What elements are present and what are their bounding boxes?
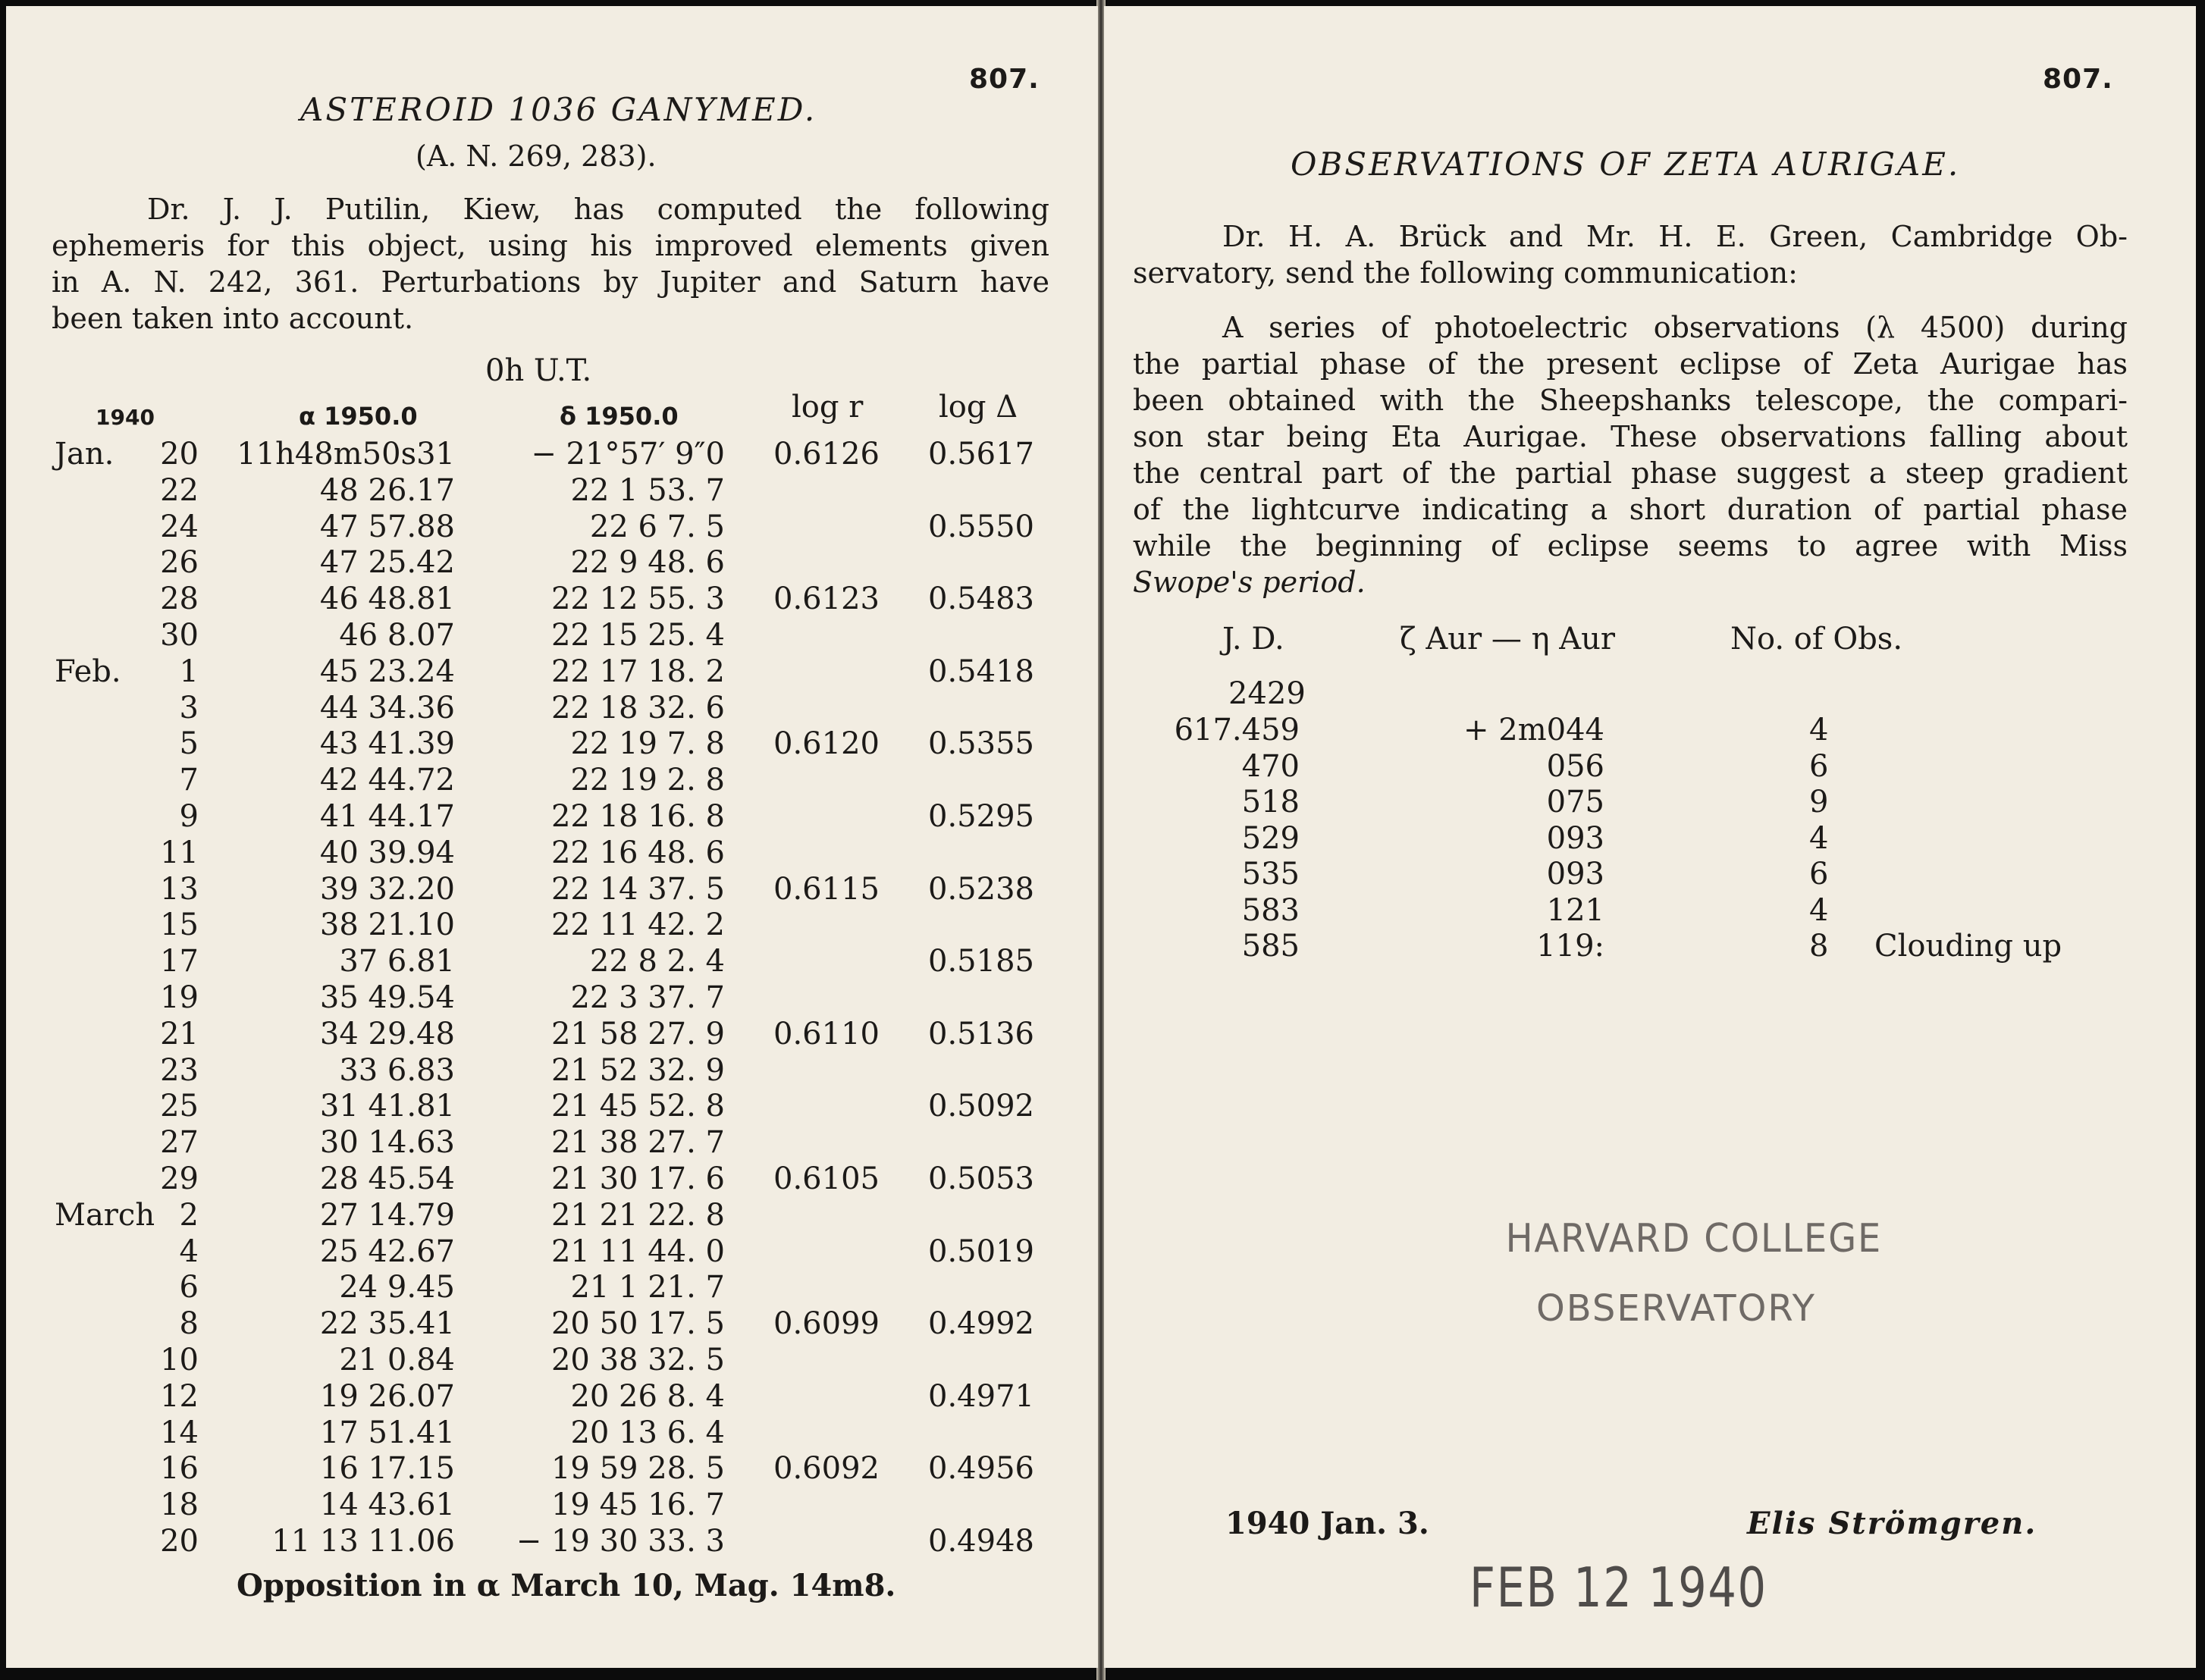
body-line: been obtained with the Sheepshanks telescope, the compari- bbox=[1133, 384, 2128, 417]
library-stamp-line2: OBSERVATORY bbox=[1536, 1287, 1816, 1330]
dec-cell: 19 59 28. 5 bbox=[550, 1451, 725, 1487]
table-row bbox=[6, 509, 1098, 545]
day-cell: 15 bbox=[160, 907, 199, 943]
day-cell: 20 bbox=[160, 1524, 199, 1559]
nobs-cell: 8 bbox=[1809, 929, 1829, 964]
ra-cell: 43 41.39 bbox=[319, 726, 455, 762]
jd-cell: 535 bbox=[1241, 857, 1300, 892]
table-row bbox=[6, 1198, 1098, 1233]
ra-cell: 21 0.84 bbox=[339, 1343, 455, 1378]
right-page bbox=[1104, 6, 2196, 1668]
nobs-header: No. of Obs. bbox=[1730, 622, 1903, 657]
day-cell: 8 bbox=[179, 1306, 199, 1342]
log-delta-cell: 0.5092 bbox=[928, 1089, 1034, 1124]
log-delta-cell: 0.5238 bbox=[928, 871, 1034, 907]
jd-prefix: 2429 bbox=[1228, 676, 1306, 711]
ra-cell: 41 44.17 bbox=[319, 799, 455, 834]
page-number: 807. bbox=[2043, 64, 2113, 95]
body-line: of the lightcurve indicating a short duration of partial phase bbox=[1133, 493, 2128, 526]
library-stamp-line1: HARVARD COLLEGE bbox=[1505, 1216, 1883, 1262]
table-row bbox=[6, 1270, 1098, 1305]
table-row bbox=[6, 545, 1098, 581]
log-delta-cell: 0.5136 bbox=[928, 1016, 1034, 1052]
ra-cell: 25 42.67 bbox=[319, 1233, 455, 1269]
ra-cell: 28 45.54 bbox=[319, 1161, 455, 1196]
log-r-cell: 0.6099 bbox=[773, 1306, 880, 1342]
table-row bbox=[6, 1524, 1098, 1559]
dec-cell: 21 45 52. 8 bbox=[550, 1089, 725, 1124]
log-delta-cell: 0.5418 bbox=[928, 654, 1034, 689]
day-cell: 2 bbox=[179, 1197, 199, 1233]
log-r-cell: 0.6120 bbox=[773, 726, 880, 762]
diff-cell: 056 bbox=[1546, 748, 1604, 784]
ra-cell: 37 6.81 bbox=[339, 944, 455, 979]
intro-line: Dr. J. J. Putilin, Kiew, has computed the following bbox=[147, 193, 1049, 226]
table-row bbox=[1104, 713, 2196, 748]
ra-cell: 39 32.20 bbox=[319, 871, 455, 907]
day-cell: 28 bbox=[160, 581, 199, 617]
dec-cell: 20 26 8. 4 bbox=[570, 1378, 725, 1414]
dec-cell: 22 12 55. 3 bbox=[550, 581, 725, 617]
dec-cell: 21 52 32. 9 bbox=[550, 1052, 725, 1088]
table-row bbox=[6, 1089, 1098, 1124]
table-row bbox=[1104, 785, 2196, 820]
intro-line: Dr. H. A. Brück and Mr. H. E. Green, Cambridge Ob- bbox=[1222, 220, 2128, 253]
year-header: 1940 bbox=[96, 405, 155, 430]
day-cell: 13 bbox=[160, 871, 199, 907]
diff-header: ζ Aur — η Aur bbox=[1400, 622, 1616, 657]
table-row bbox=[6, 726, 1098, 762]
day-cell: 24 bbox=[160, 509, 199, 544]
table-row bbox=[6, 654, 1098, 690]
log-delta-cell: 0.5483 bbox=[928, 581, 1034, 617]
log-delta-header: log Δ bbox=[939, 390, 1018, 425]
table-row bbox=[1104, 749, 2196, 785]
table-row bbox=[6, 1306, 1098, 1342]
day-cell: 12 bbox=[160, 1378, 199, 1414]
nobs-cell: 4 bbox=[1809, 713, 1829, 748]
dec-cell: 22 17 18. 2 bbox=[550, 654, 725, 689]
day-cell: 25 bbox=[160, 1089, 199, 1124]
ra-cell: 48 26.17 bbox=[319, 472, 455, 508]
dec-cell: 20 13 6. 4 bbox=[570, 1415, 725, 1450]
ra-cell: 38 21.10 bbox=[319, 907, 455, 943]
table-row bbox=[6, 581, 1098, 617]
time-header: 0h U.T. bbox=[485, 353, 592, 388]
table-row bbox=[6, 980, 1098, 1016]
dec-cell: 22 9 48. 6 bbox=[570, 545, 725, 581]
table-row bbox=[6, 691, 1098, 726]
table-row bbox=[6, 907, 1098, 943]
dec-cell: 22 19 2. 8 bbox=[570, 763, 725, 798]
table-row bbox=[6, 1125, 1098, 1161]
ra-cell: 33 6.83 bbox=[339, 1052, 455, 1088]
day-cell: 1 bbox=[179, 654, 199, 689]
table-row bbox=[1104, 929, 2196, 964]
month-cell: March bbox=[55, 1197, 155, 1233]
table-row bbox=[6, 618, 1098, 654]
day-cell: 23 bbox=[160, 1052, 199, 1088]
jd-cell: 617.459 bbox=[1174, 713, 1300, 748]
dec-cell: 22 3 37. 7 bbox=[570, 980, 725, 1015]
dec-cell: − 21°57′ 9″0 bbox=[531, 437, 725, 472]
diff-cell: + 2m044 bbox=[1463, 713, 1604, 748]
alpha-header: α 1950.0 bbox=[299, 402, 418, 431]
intro-line: ephemeris for this object, using his improved elements given bbox=[52, 229, 1049, 262]
dec-cell: 21 1 21. 7 bbox=[570, 1270, 725, 1305]
day-cell: 6 bbox=[179, 1270, 199, 1305]
table-row bbox=[6, 473, 1098, 509]
log-r-cell: 0.6110 bbox=[773, 1016, 880, 1052]
log-delta-cell: 0.5617 bbox=[928, 437, 1034, 472]
month-cell: Jan. bbox=[55, 437, 114, 472]
body-line: while the beginning of eclipse seems to agree with Miss bbox=[1133, 529, 2128, 563]
month-cell: Feb. bbox=[55, 654, 121, 689]
ra-cell: 16 17.15 bbox=[319, 1451, 455, 1487]
dec-cell: 21 21 22. 8 bbox=[550, 1197, 725, 1233]
dec-cell: − 19 30 33. 3 bbox=[516, 1524, 725, 1559]
log-r-header: log r bbox=[792, 390, 864, 425]
day-cell: 9 bbox=[179, 799, 199, 834]
note-cell: Clouding up bbox=[1874, 929, 2062, 964]
jd-cell: 518 bbox=[1241, 785, 1300, 820]
dateline: 1940 Jan. 3. bbox=[1225, 1506, 1429, 1541]
ra-cell: 30 14.63 bbox=[319, 1125, 455, 1161]
dec-cell: 20 38 32. 5 bbox=[550, 1343, 725, 1378]
ra-cell: 44 34.36 bbox=[319, 690, 455, 726]
day-cell: 17 bbox=[160, 944, 199, 979]
nobs-cell: 9 bbox=[1809, 785, 1829, 820]
day-cell: 14 bbox=[160, 1415, 199, 1450]
table-row bbox=[6, 835, 1098, 871]
reference: (A. N. 269, 283). bbox=[416, 139, 657, 173]
day-cell: 22 bbox=[160, 472, 199, 508]
table-row bbox=[6, 1234, 1098, 1270]
diff-cell: 093 bbox=[1546, 820, 1604, 856]
dec-cell: 22 11 42. 2 bbox=[550, 907, 725, 943]
dec-cell: 21 58 27. 9 bbox=[550, 1016, 725, 1052]
table-row bbox=[6, 437, 1098, 472]
day-cell: 3 bbox=[179, 690, 199, 726]
ra-cell: 46 8.07 bbox=[339, 618, 455, 653]
log-delta-cell: 0.5550 bbox=[928, 509, 1034, 544]
diff-cell: 121 bbox=[1546, 892, 1604, 928]
day-cell: 11 bbox=[160, 835, 199, 870]
table-row bbox=[6, 763, 1098, 798]
dec-cell: 22 6 7. 5 bbox=[589, 509, 725, 544]
ra-cell: 34 29.48 bbox=[319, 1016, 455, 1052]
log-delta-cell: 0.4956 bbox=[928, 1451, 1034, 1487]
ra-cell: 35 49.54 bbox=[319, 980, 455, 1015]
dec-cell: 22 15 25. 4 bbox=[550, 618, 725, 653]
intro-paragraph bbox=[52, 191, 1049, 337]
dec-cell: 21 38 27. 7 bbox=[550, 1125, 725, 1161]
body-line: the partial phase of the present eclipse of Zeta Aurigae has bbox=[1133, 347, 2128, 381]
intro-line: servatory, send the following communication: bbox=[1133, 256, 1798, 290]
ra-cell: 47 57.88 bbox=[319, 509, 455, 544]
diff-cell: 119: bbox=[1536, 929, 1604, 964]
table-row bbox=[6, 1487, 1098, 1523]
dec-cell: 19 45 16. 7 bbox=[550, 1487, 725, 1523]
diff-cell: 093 bbox=[1546, 857, 1604, 892]
ra-cell: 42 44.72 bbox=[319, 763, 455, 798]
signature: Elis Strömgren. bbox=[1747, 1506, 2037, 1541]
ra-cell: 40 39.94 bbox=[319, 835, 455, 870]
table-row bbox=[6, 1343, 1098, 1378]
day-cell: 5 bbox=[179, 726, 199, 762]
log-r-cell: 0.6123 bbox=[773, 581, 880, 617]
dec-cell: 22 18 16. 8 bbox=[550, 799, 725, 834]
ra-cell: 22 35.41 bbox=[319, 1306, 455, 1342]
dec-cell: 22 1 53. 7 bbox=[570, 472, 725, 508]
opposition-note: Opposition in α March 10, Mag. 14m8. bbox=[237, 1568, 896, 1603]
log-delta-cell: 0.5185 bbox=[928, 944, 1034, 979]
day-cell: 7 bbox=[179, 763, 199, 798]
table-row bbox=[1104, 893, 2196, 929]
table-row bbox=[6, 799, 1098, 835]
nobs-cell: 6 bbox=[1809, 748, 1829, 784]
log-r-cell: 0.6105 bbox=[773, 1161, 880, 1196]
body-line: son star being Eta Aurigae. These observations falling about bbox=[1133, 420, 2128, 453]
received-date-stamp: FEB 12 1940 bbox=[1469, 1556, 1767, 1619]
dec-cell: 22 19 7. 8 bbox=[570, 726, 725, 762]
dec-cell: 22 8 2. 4 bbox=[589, 944, 725, 979]
day-cell: 18 bbox=[160, 1487, 199, 1523]
diff-cell: 075 bbox=[1546, 785, 1604, 820]
table-row bbox=[6, 1415, 1098, 1451]
log-r-cell: 0.6092 bbox=[773, 1451, 880, 1487]
ra-cell: 46 48.81 bbox=[319, 581, 455, 617]
log-delta-cell: 0.5355 bbox=[928, 726, 1034, 762]
ra-cell: 11 13 11.06 bbox=[271, 1524, 455, 1559]
article-title: OBSERVATIONS OF ZETA AURIGAE. bbox=[1291, 146, 1961, 183]
log-delta-cell: 0.4971 bbox=[928, 1378, 1034, 1414]
page-number: 807. bbox=[969, 64, 1040, 95]
body-paragraph bbox=[1133, 309, 2128, 600]
dec-cell: 22 16 48. 6 bbox=[550, 835, 725, 870]
ra-cell: 31 41.81 bbox=[319, 1089, 455, 1124]
nobs-cell: 4 bbox=[1809, 892, 1829, 928]
table-row bbox=[6, 1379, 1098, 1415]
body-line: A series of photoelectric observations (λ 4500) during bbox=[1222, 311, 2128, 344]
log-delta-cell: 0.5053 bbox=[928, 1161, 1034, 1196]
table-row bbox=[6, 1053, 1098, 1089]
intro-paragraph bbox=[1133, 218, 2128, 291]
intro-line: in A. N. 242, 361. Perturbations by Jupiter and Saturn have bbox=[52, 265, 1049, 299]
day-cell: 26 bbox=[160, 545, 199, 581]
log-delta-cell: 0.5295 bbox=[928, 799, 1034, 834]
jd-cell: 470 bbox=[1241, 748, 1300, 784]
day-cell: 30 bbox=[160, 618, 199, 653]
log-delta-cell: 0.4992 bbox=[928, 1306, 1034, 1342]
ra-cell: 24 9.45 bbox=[339, 1270, 455, 1305]
day-cell: 10 bbox=[160, 1343, 199, 1378]
log-delta-cell: 0.5019 bbox=[928, 1233, 1034, 1269]
day-cell: 21 bbox=[160, 1016, 199, 1052]
body-line: Swope's period. bbox=[1133, 566, 1366, 599]
jd-cell: 585 bbox=[1241, 929, 1300, 964]
dec-cell: 22 18 32. 6 bbox=[550, 690, 725, 726]
ra-cell: 14 43.61 bbox=[319, 1487, 455, 1523]
table-row bbox=[6, 1451, 1098, 1487]
dec-cell: 21 11 44. 0 bbox=[550, 1233, 725, 1269]
table-row bbox=[6, 872, 1098, 907]
nobs-cell: 6 bbox=[1809, 857, 1829, 892]
day-cell: 20 bbox=[160, 437, 199, 472]
table-row bbox=[6, 1017, 1098, 1052]
day-cell: 29 bbox=[160, 1161, 199, 1196]
nobs-cell: 4 bbox=[1809, 820, 1829, 856]
dec-cell: 20 50 17. 5 bbox=[550, 1306, 725, 1342]
left-page bbox=[6, 6, 1098, 1668]
delta-header: δ 1950.0 bbox=[560, 402, 679, 431]
article-title: ASTEROID 1036 GANYMED. bbox=[300, 91, 817, 128]
table-row bbox=[6, 1161, 1098, 1197]
log-r-cell: 0.6126 bbox=[773, 437, 880, 472]
dec-cell: 22 14 37. 5 bbox=[550, 871, 725, 907]
dec-cell: 21 30 17. 6 bbox=[550, 1161, 725, 1196]
ra-cell: 19 26.07 bbox=[319, 1378, 455, 1414]
ra-cell: 45 23.24 bbox=[319, 654, 455, 689]
body-line: the central part of the partial phase suggest a steep gradient bbox=[1133, 456, 2128, 490]
day-cell: 16 bbox=[160, 1451, 199, 1487]
jd-header: J. D. bbox=[1222, 622, 1284, 657]
day-cell: 19 bbox=[160, 980, 199, 1015]
ra-cell: 47 25.42 bbox=[319, 545, 455, 581]
ra-cell: 17 51.41 bbox=[319, 1415, 455, 1450]
day-cell: 4 bbox=[179, 1233, 199, 1269]
ra-cell: 27 14.79 bbox=[319, 1197, 455, 1233]
table-row bbox=[6, 944, 1098, 979]
jd-cell: 583 bbox=[1241, 892, 1300, 928]
log-delta-cell: 0.4948 bbox=[928, 1524, 1034, 1559]
table-row bbox=[1104, 821, 2196, 857]
log-r-cell: 0.6115 bbox=[773, 871, 880, 907]
table-row bbox=[1104, 857, 2196, 892]
intro-line: been taken into account. bbox=[52, 302, 414, 335]
day-cell: 27 bbox=[160, 1125, 199, 1161]
ra-cell: 11h48m50s31 bbox=[237, 437, 455, 472]
jd-cell: 529 bbox=[1241, 820, 1300, 856]
